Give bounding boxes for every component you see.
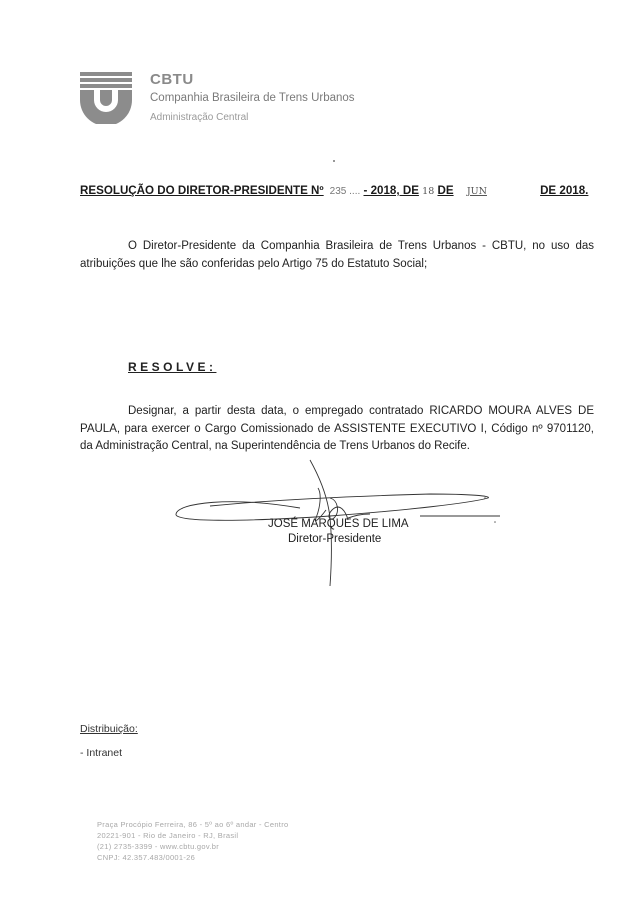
footer-cnpj-line: CNPJ: 42.357.483/0001-26 bbox=[97, 853, 196, 862]
title-year: - 2018, DE bbox=[363, 184, 419, 197]
title-suffix: DE 2018. bbox=[540, 184, 589, 197]
title-de: DE bbox=[437, 184, 454, 197]
resolution-title bbox=[80, 184, 590, 197]
footer-city-line: 20221-901 - Rio de Janeiro - RJ, Brasil bbox=[97, 831, 239, 840]
brand-unit: Administração Central bbox=[150, 112, 249, 123]
distribution-item: - Intranet bbox=[80, 747, 123, 759]
footer-contact-line: (21) 2735-3399 - www.cbtu.gov.br bbox=[97, 842, 220, 851]
title-prefix: RESOLUÇÃO DO DIRETOR-PRESIDENTE Nº bbox=[80, 184, 324, 197]
resolve-heading: RESOLVE: bbox=[128, 360, 217, 374]
resolution-number-value: 235 bbox=[329, 186, 347, 197]
designation-text: Designar, a partir desta data, o empregado contratado RICARDO MOURA ALVES DE PAULA, para exercer o Cargo Comissionado de ASSISTENTE EXECUTIVO I, Código nº 9701120, da Administração Central, na Superintendência de Trens Urbanos do Recife. bbox=[80, 405, 594, 452]
title-month: JUN bbox=[466, 186, 487, 197]
brand-full-name: Companhia Brasileira de Trens Urbanos bbox=[150, 92, 355, 104]
distribution-label: Distribuição: bbox=[80, 723, 138, 735]
stray-mark bbox=[333, 160, 335, 162]
cbtu-logo-icon bbox=[80, 72, 132, 124]
designation-paragraph bbox=[80, 403, 594, 456]
brand-short-name: CBTU bbox=[150, 71, 194, 88]
title-day: 18 bbox=[422, 186, 435, 197]
preamble-text: O Diretor-Presidente da Companhia Brasileira de Trens Urbanos - CBTU, no uso das atribuições que lhe são conferidas pelo Artigo 75 do Estatuto Social; bbox=[80, 240, 594, 270]
preamble-paragraph bbox=[80, 238, 594, 273]
footer-address-line: Praça Procópio Ferreira, 86 - 5º ao 6º andar - Centro bbox=[97, 820, 289, 829]
signer-role: Diretor-Presidente bbox=[288, 533, 382, 545]
signer-name: JOSÉ MARQUES DE LIMA bbox=[268, 518, 409, 530]
resolution-number: 235 .... bbox=[329, 186, 361, 197]
